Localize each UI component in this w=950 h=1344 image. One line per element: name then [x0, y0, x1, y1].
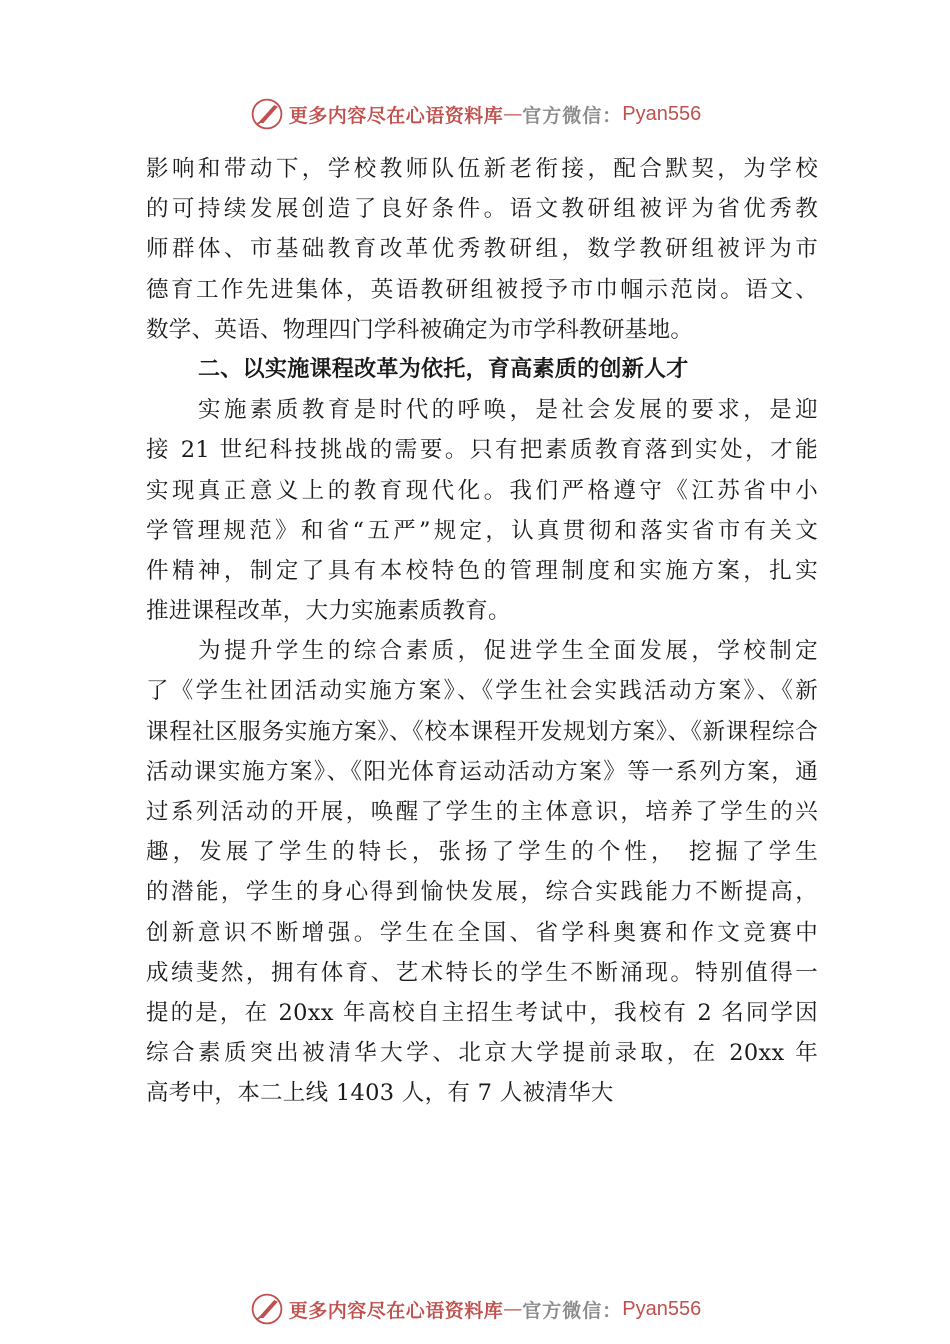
- body-line: 师群体、市基础教育改革优秀教研组，数学教研组被评为市: [146, 236, 818, 263]
- body-line: 提的是，在 20xx 年高校自主招生考试中，我校有 2 名同学因: [146, 999, 818, 1026]
- quill-logo-icon: [249, 1291, 285, 1327]
- body-line: 的可持续发展创造了良好条件。语文教研组被评为省优秀教: [146, 196, 818, 223]
- body-line: 接 21 世纪科技挑战的需要。只有把素质教育落到实处，才能: [146, 437, 818, 464]
- body-line: 的潜能，学生的身心得到愉快发展，综合实践能力不断提高，: [146, 879, 818, 906]
- header-wechat-id: Pyan556: [622, 102, 702, 125]
- body-line: 高考中，本二上线 1403 人，有 7 人被清华大: [146, 1080, 614, 1107]
- header-official-label: 官方微信：: [522, 104, 623, 127]
- body-line: 推进课程改革，大力实施素质教育。: [146, 598, 511, 625]
- body-line: 趣，发展了学生的特长，张扬了学生的个性， 挖掘了学生: [146, 839, 818, 866]
- body-line: 了《学生社团活动实施方案》、《学生社会实践活动方案》、《新: [146, 678, 818, 705]
- header-banner: [0, 94, 950, 134]
- footer-library-text: 更多内容尽在心语资料库: [288, 1299, 504, 1322]
- body-line: 为提升学生的综合素质，促进学生全面发展，学校制定: [198, 638, 818, 665]
- footer-wechat-id: Pyan556: [622, 1297, 702, 1320]
- body-line: 德育工作先进集体，英语教研组被授予市巾帼示范岗。语文、: [146, 276, 818, 303]
- body-line: 实现真正意义上的教育现代化。我们严格遵守《江苏省中小: [146, 477, 818, 504]
- body-line: 学管理规范》和省“五严”规定，认真贯彻和落实省市有关文: [146, 517, 818, 544]
- body-line: 创新意识不断增强。学生在全国、省学科奥赛和作文竞赛中: [146, 919, 818, 946]
- body-line: 课程社区服务实施方案》、《校本课程开发规划方案》、《新课程综合: [146, 718, 818, 745]
- body-line: 件精神，制定了具有本校特色的管理制度和实施方案，扎实: [146, 557, 818, 584]
- body-line: 综合素质突出被清华大学、北京大学提前录取，在 20xx 年: [146, 1040, 818, 1067]
- footer-banner: [0, 1289, 950, 1329]
- body-line: 活动课实施方案》、《阳光体育运动活动方案》等一系列方案，通: [146, 758, 818, 785]
- document-body: [146, 149, 818, 1114]
- footer-separator: —: [503, 1298, 523, 1320]
- quill-logo-icon: [249, 96, 285, 132]
- header-library-text: 更多内容尽在心语资料库: [288, 104, 504, 127]
- footer-official-label: 官方微信：: [522, 1299, 623, 1322]
- body-line: 过系列活动的开展，唤醒了学生的主体意识，培养了学生的兴: [146, 799, 818, 825]
- section-heading: 二、以实施课程改革为依托，育高素质的创新人才: [198, 356, 689, 382]
- header-separator: —: [503, 103, 523, 125]
- body-line: 数学、英语、物理四门学科被确定为市学科教研基地。: [146, 316, 694, 343]
- body-line: 实施素质教育是时代的呼唤，是社会发展的要求，是迎: [198, 397, 818, 424]
- body-line: 影响和带动下，学校教师队伍新老衔接，配合默契，为学校: [146, 156, 818, 182]
- body-line: 成绩斐然，拥有体育、艺术特长的学生不断涌现。特别值得一: [146, 959, 818, 986]
